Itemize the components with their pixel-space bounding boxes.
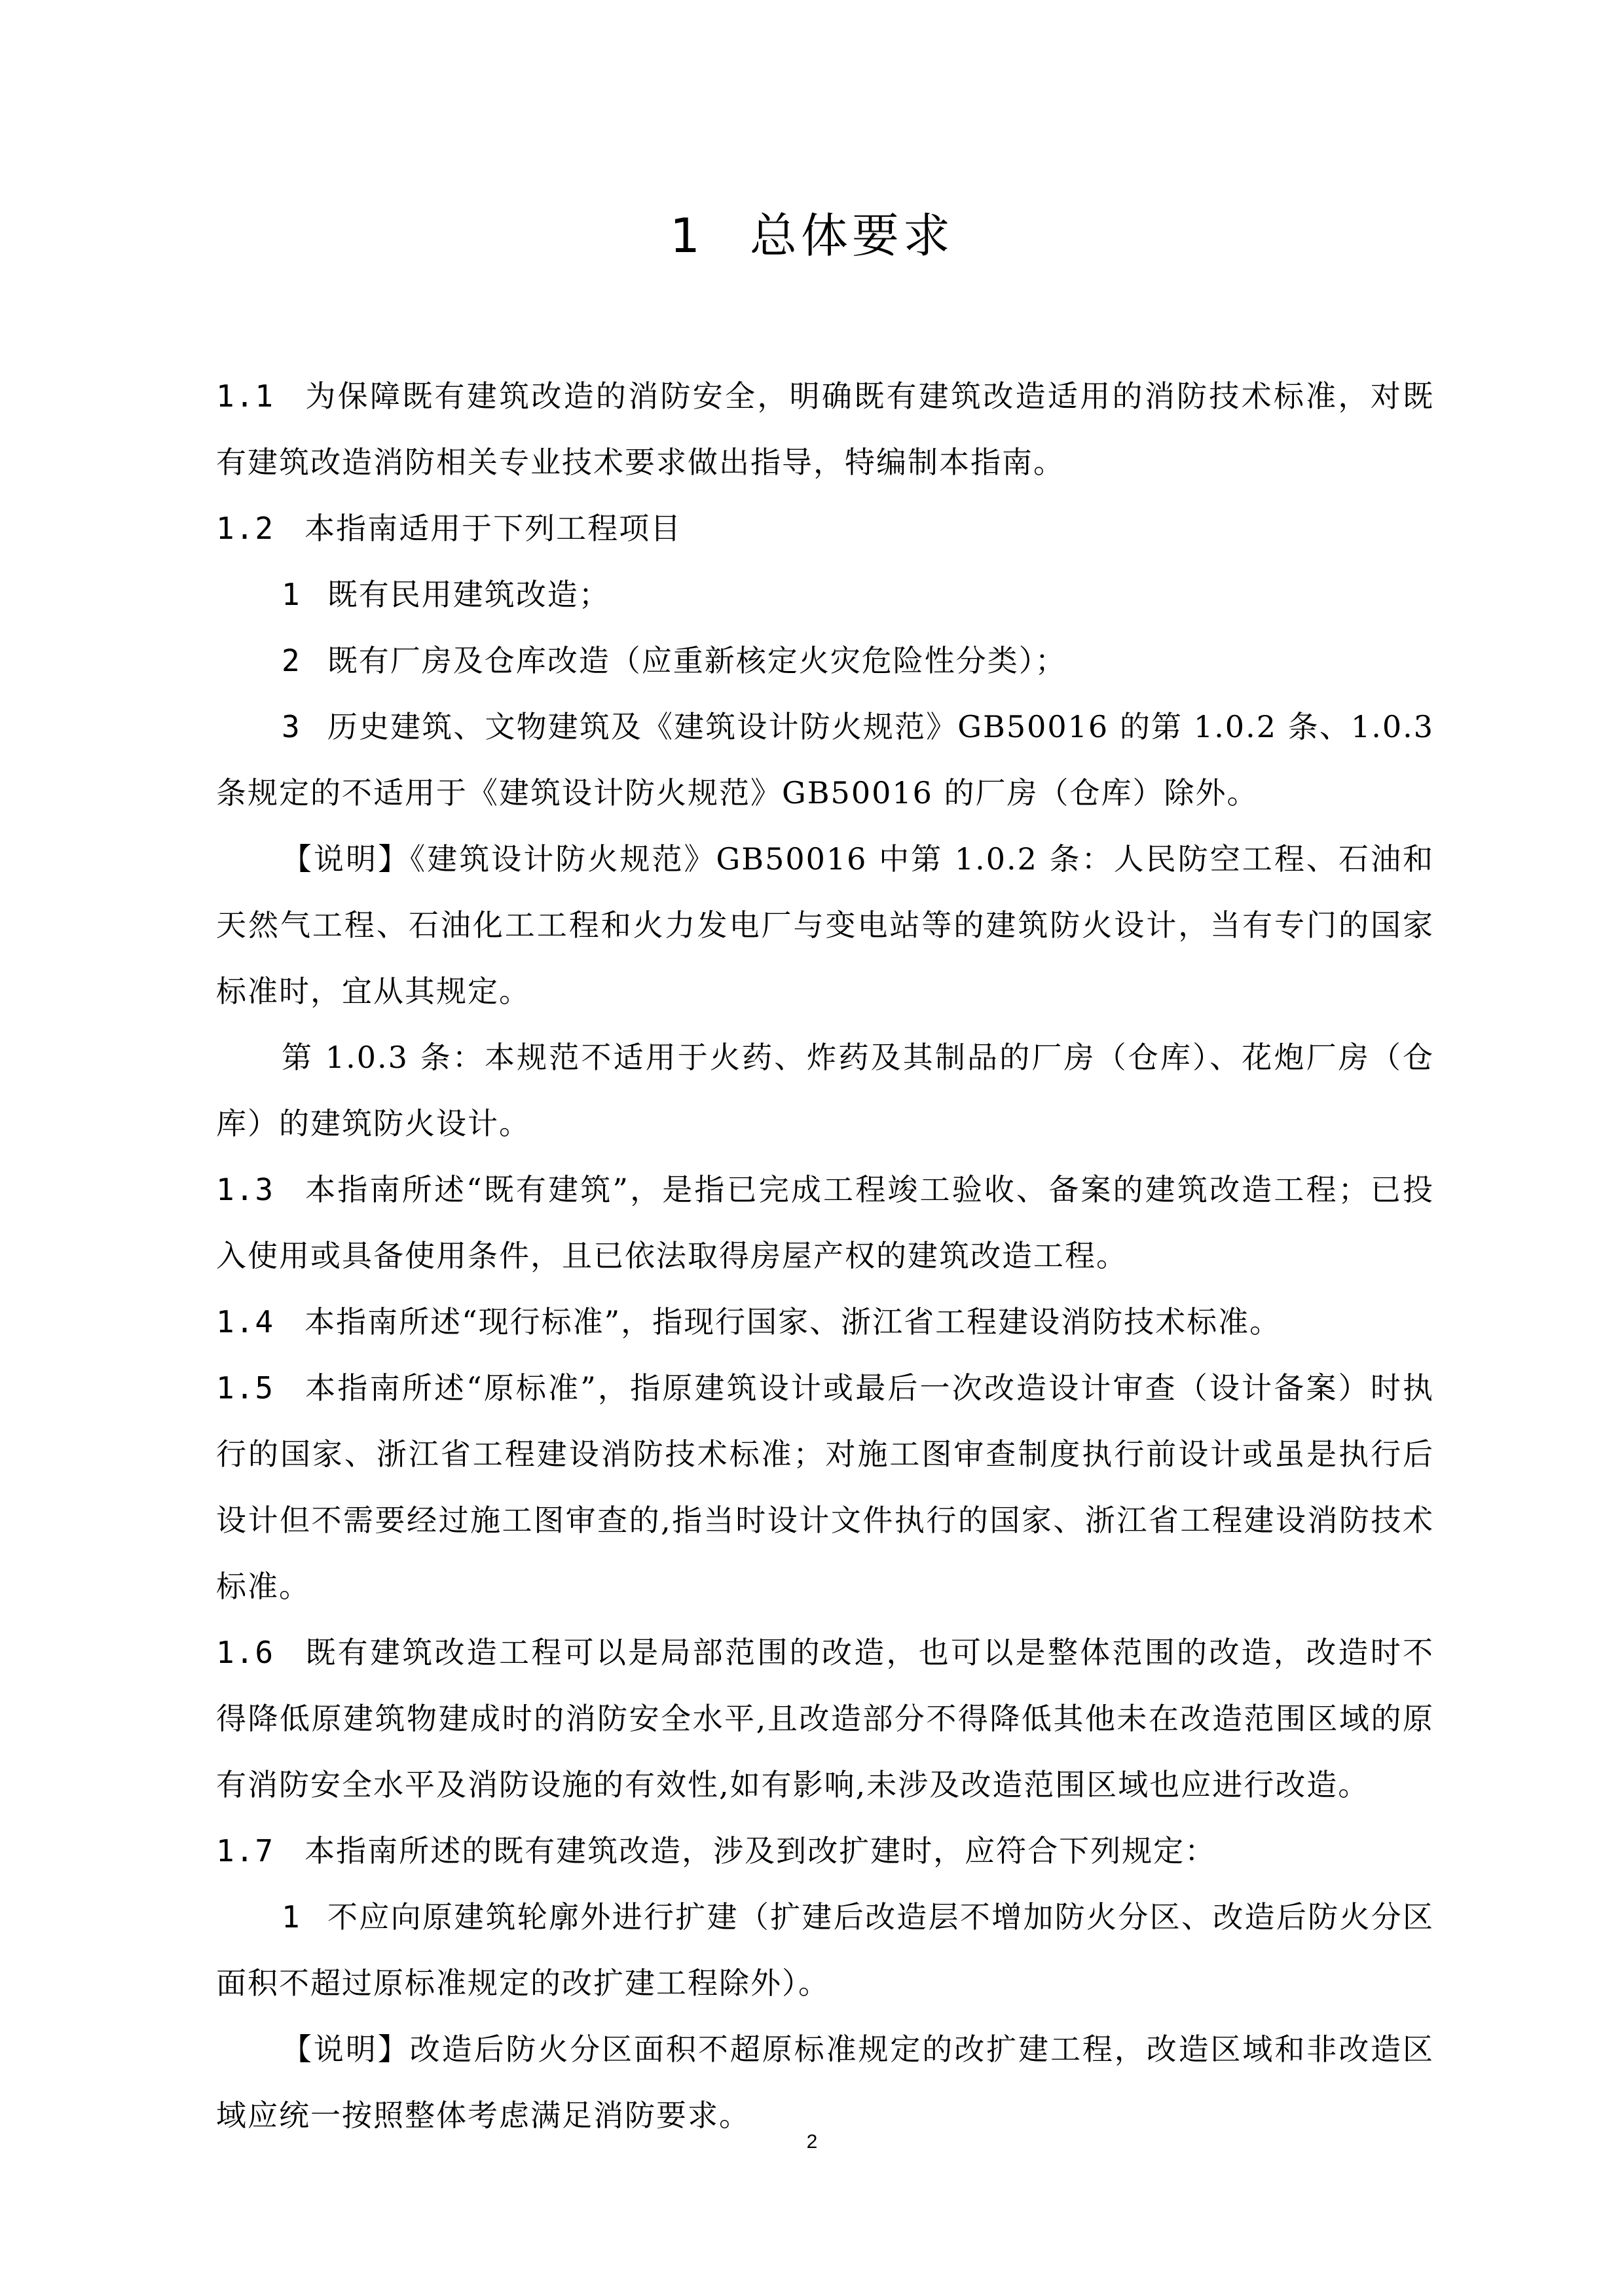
- clause-text: 本指南适用于下列工程项目: [304, 511, 682, 546]
- item-number: 1: [282, 1899, 301, 1935]
- document-body: [216, 363, 1434, 2149]
- clause-text: 本指南所述的既有建筑改造，涉及到改扩建时，应符合下列规定：: [304, 1833, 1217, 1868]
- clause-number: 1.4: [216, 1304, 275, 1339]
- clause-1-2-item-3: [216, 694, 1434, 826]
- clause-1-2-note-continued: 第 1.0.3 条：本规范不适用于火药、炸药及其制品的厂房（仓库）、花炮厂房（仓库）的建筑防火设计。: [216, 1040, 1434, 1141]
- clause-text: 既有建筑改造工程可以是局部范围的改造，也可以是整体范围的改造，改造时不得降低原建筑物建成时的消防安全水平,且改造部分不得降低其他未在改造范围区域的原有消防安全水平及消防设施的有效性,如有影响,未涉及改造范围区域也应进行改造。: [216, 1635, 1434, 1802]
- chapter-title-text: 总体要求: [749, 208, 954, 263]
- page-number: 2: [806, 2131, 818, 2153]
- clause-text: 本指南所述“既有建筑”，是指已完成工程竣工验收、备案的建筑改造工程；已投入使用或具备使用条件，且已依法取得房屋产权的建筑改造工程。: [216, 1172, 1434, 1273]
- clause-1-4: [216, 1289, 1434, 1355]
- clause-1-7-item-1: [216, 1884, 1434, 2016]
- clause-1-2-item-1: [216, 562, 1434, 628]
- clause-text: 本指南所述“原标准”，指原建筑设计或最后一次改造设计审查（设计备案）时执行的国家、浙江省工程建设消防技术标准；对施工图审查制度执行前设计或虽是执行后设计但不需要经过施工图审查的,指当时设计文件执行的国家、浙江省工程建设消防技术标准。: [216, 1370, 1434, 1604]
- item-text: 既有民用建筑改造；: [327, 577, 610, 612]
- item-text: 既有厂房及仓库改造（应重新核定火灾危险性分类）；: [327, 643, 1067, 678]
- clause-text: 本指南所述“现行标准”，指现行国家、浙江省工程建设消防技术标准。: [304, 1304, 1282, 1339]
- item-number: 2: [282, 643, 301, 678]
- item-number: 1: [282, 577, 301, 612]
- clause-number: 1.2: [216, 511, 275, 546]
- clause-1-6: [216, 1620, 1434, 1818]
- clause-number: 1.6: [216, 1635, 275, 1670]
- clause-1-5: [216, 1355, 1434, 1620]
- clause-1-3: [216, 1157, 1434, 1289]
- clause-text: 为保障既有建筑改造的消防安全，明确既有建筑改造适用的消防技术标准，对既有建筑改造消防相关专业技术要求做出指导，特编制本指南。: [216, 378, 1434, 480]
- clause-1-2: [216, 496, 1434, 562]
- chapter-title: [0, 203, 1624, 268]
- item-text: 历史建筑、文物建筑及《建筑设计防火规范》GB50016 的第 1.0.2 条、1.0.3 条规定的不适用于《建筑设计防火规范》GB50016 的厂房（仓库）除外。: [216, 709, 1434, 811]
- item-number: 3: [282, 709, 301, 744]
- clause-1-7-note: 【说明】改造后防火分区面积不超原标准规定的改扩建工程，改造区域和非改造区域应统一按照整体考虑满足消防要求。: [216, 2032, 1434, 2133]
- clause-number: 1.7: [216, 1833, 275, 1868]
- clause-1-2-item-2: [216, 628, 1434, 694]
- clause-1-1: [216, 363, 1434, 496]
- clause-number: 1.5: [216, 1370, 275, 1406]
- clause-1-2-note: 【说明】《建筑设计防火规范》GB50016 中第 1.0.2 条：人民防空工程、石油和天然气工程、石油化工工程和火力发电厂与变电站等的建筑防火设计，当有专门的国家标准时，宜从其规定。: [216, 841, 1434, 1009]
- clause-number: 1.3: [216, 1172, 275, 1207]
- chapter-number: 1: [670, 208, 704, 263]
- clause-1-7: [216, 1818, 1434, 1884]
- item-text: 不应向原建筑轮廓外进行扩建（扩建后改造层不增加防火分区、改造后防火分区面积不超过原标准规定的改扩建工程除外）。: [216, 1899, 1434, 2001]
- clause-number: 1.1: [216, 378, 275, 414]
